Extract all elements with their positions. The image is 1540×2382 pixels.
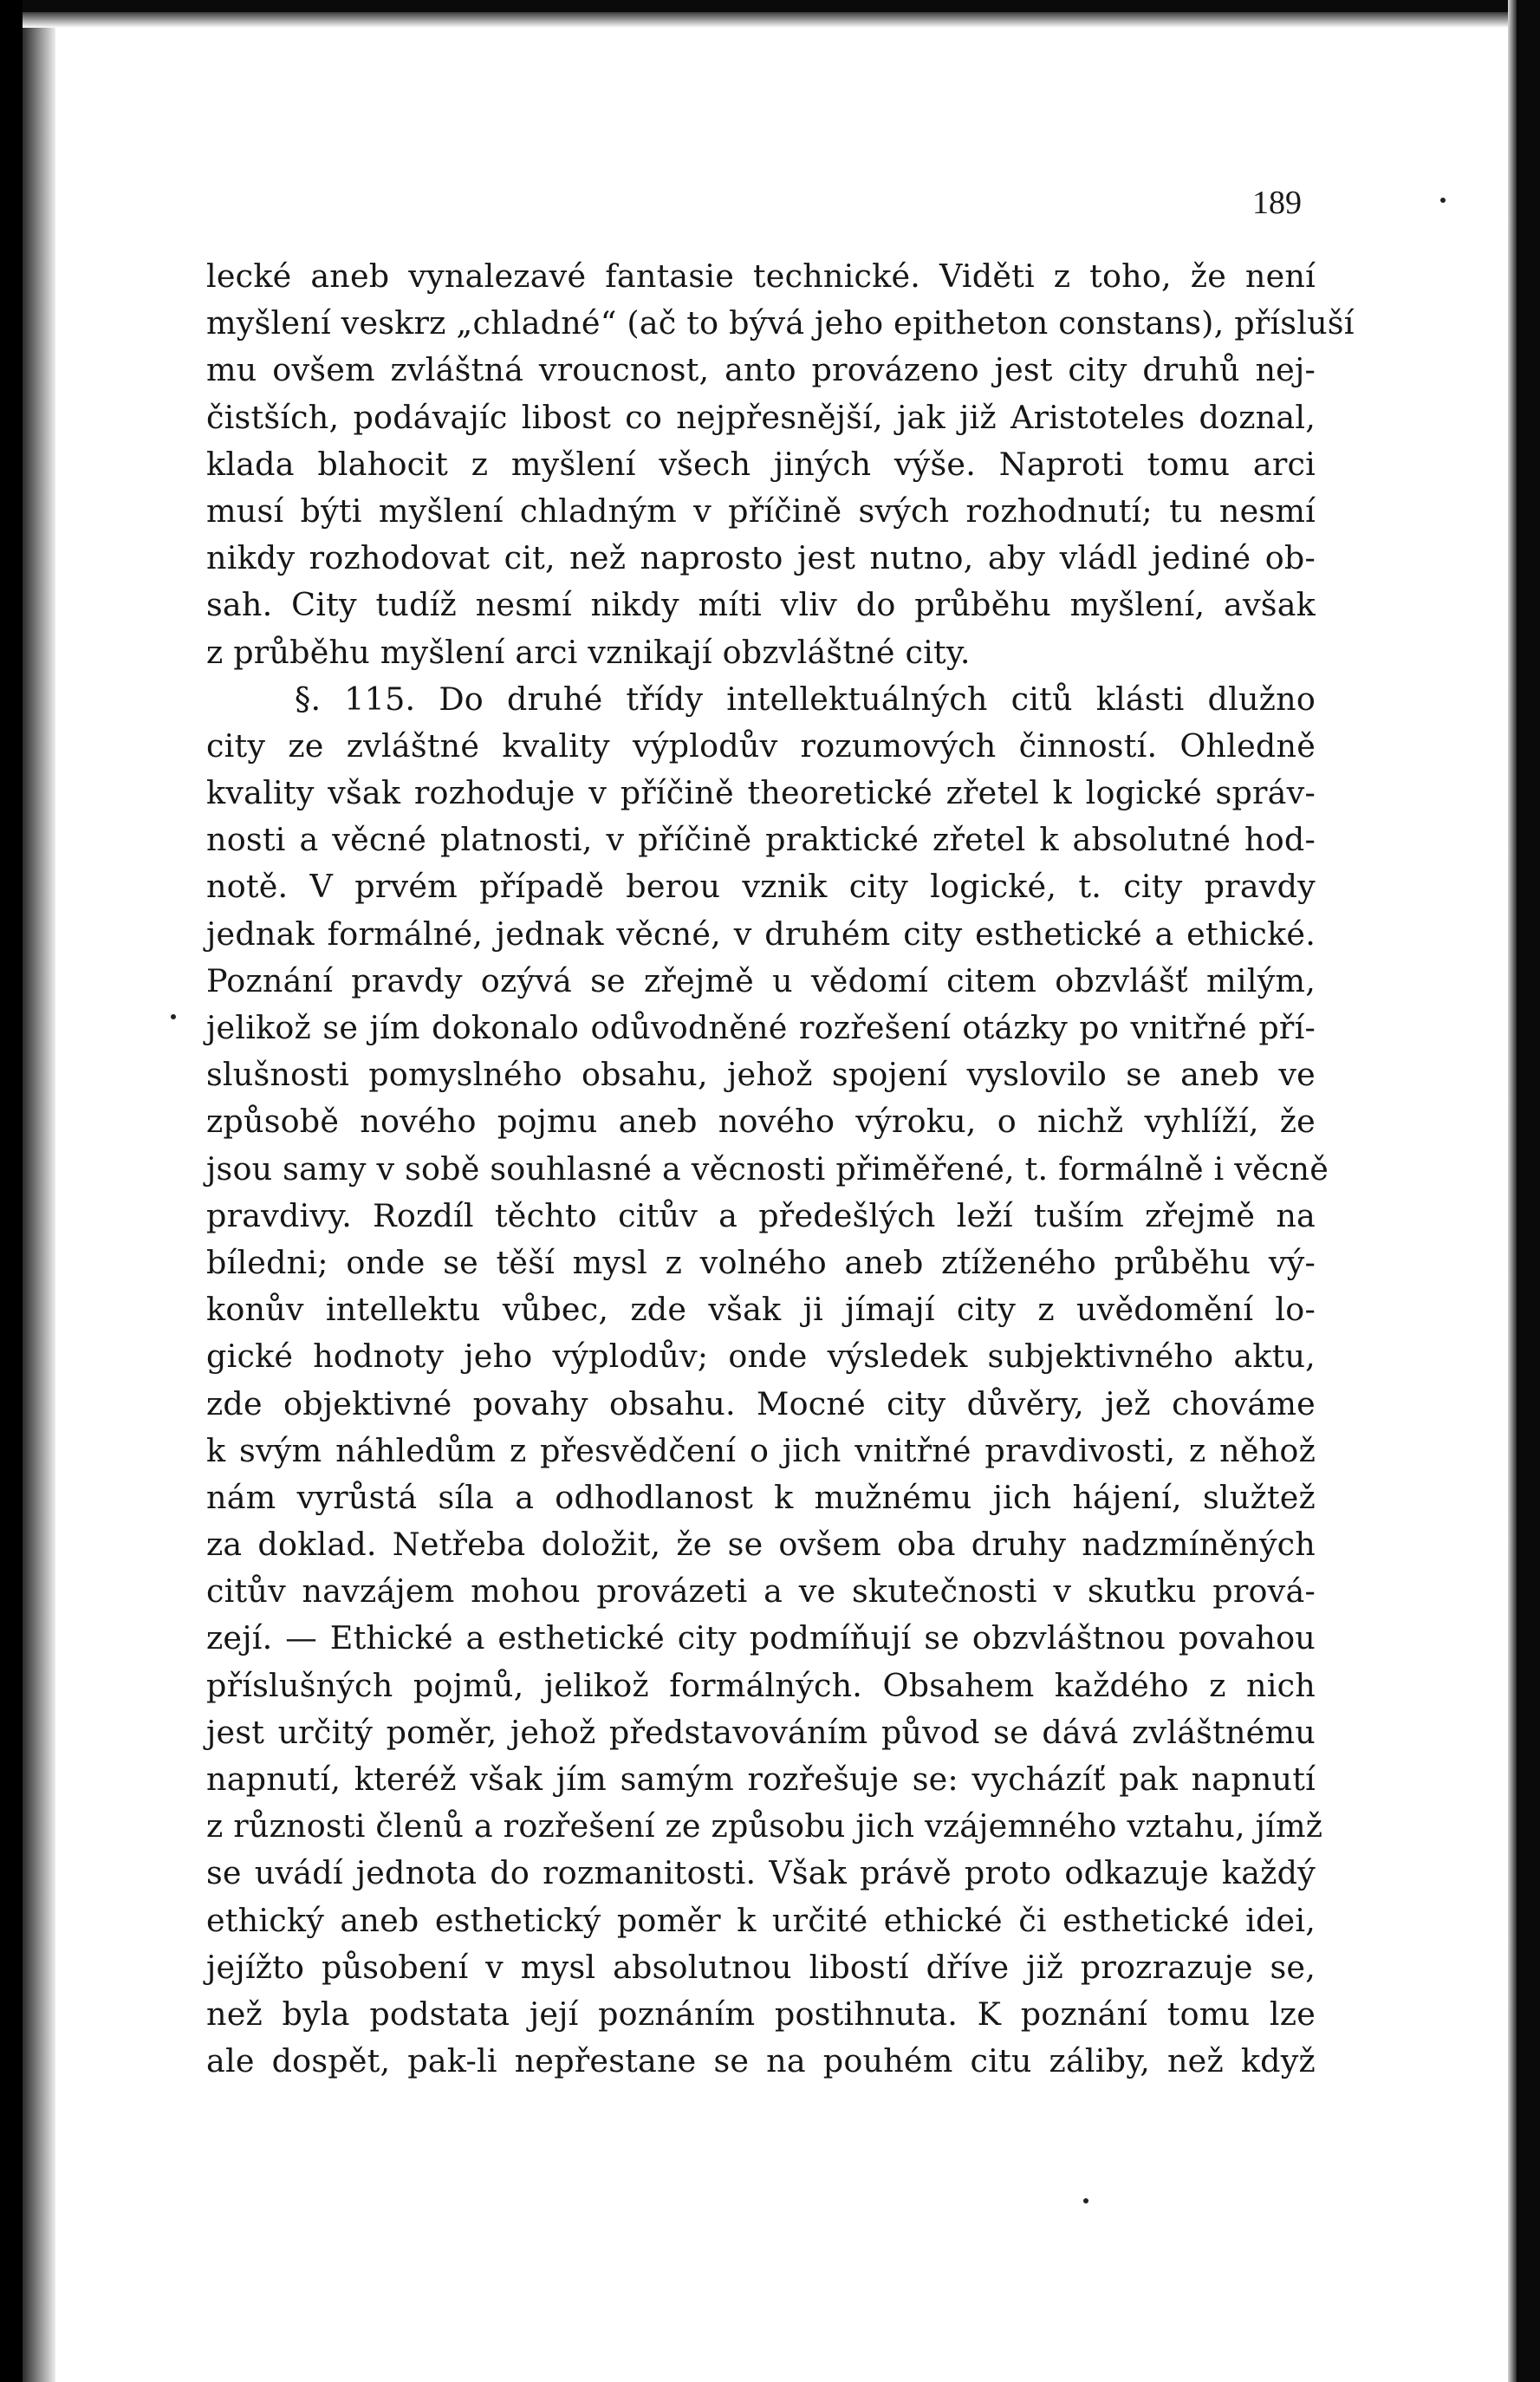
text-line: kvality však rozhoduje v příčině theoretické zřetel k logické správ- xyxy=(206,774,1316,812)
text-line: jest určitý poměr, jehož představováním původ se dává zvláštnému xyxy=(206,1713,1316,1751)
text-line: z průběhu myšlení arci vznikají obzvláštné city. xyxy=(206,633,971,671)
text-line: §. 115. Do druhé třídy intellektuálných citů klásti dlužno xyxy=(295,680,1316,718)
text-line: z různosti členů a rozřešení ze způsobu jich vzájemného vztahu, jímž xyxy=(206,1807,1323,1845)
text-line: city ze zvláštné kvality výplodův rozumových činností. Ohledně xyxy=(206,726,1316,765)
text-line: jejížto působení v mysl absolutnou libostí dříve již prozrazuje se, xyxy=(206,1948,1316,1986)
text-line: jednak formálné, jednak věcné, v druhém city esthetické a ethické. xyxy=(206,914,1316,953)
text-line: jsou samy v sobě souhlasné a věcnosti přiměřené, t. formálně i věcně xyxy=(206,1149,1329,1188)
text-line: musí býti myšlení chladným v příčině svých rozhodnutí; tu nesmí xyxy=(206,491,1316,530)
page-number: 189 xyxy=(1252,185,1302,221)
text-line: konův intellektu vůbec, zde však ji jímají city z uvědomění lo- xyxy=(206,1291,1316,1329)
text-line: nám vyrůstá síla a odhodlanost k mužnému jich hájení, služtež xyxy=(206,1478,1316,1516)
text-line: příslušných pojmů, jelikož formálných. Obsahem každého z nich xyxy=(206,1666,1316,1704)
text-line: mu ovšem zvláštná vroucnost, anto provázeno jest city druhů nej- xyxy=(206,351,1316,389)
speck-mark xyxy=(1083,2198,1088,2203)
text-line: pravdivy. Rozdíl těchto citův a předešlých leží tuším zřejmě na xyxy=(206,1196,1316,1234)
speck-mark xyxy=(1440,198,1446,203)
text-line: nikdy rozhodovat cit, než naprosto jest nutno, aby vládl jediné ob- xyxy=(206,539,1316,577)
text-line: sah. City tudíž nesmí nikdy míti vliv do průběhu myšlení, avšak xyxy=(206,586,1316,624)
text-line: než byla podstata její poznáním postihnuta. K poznání tomu lze xyxy=(206,1995,1316,2033)
text-line: bíledni; onde se těší mysl z volného aneb ztíženého průběhu vý- xyxy=(206,1243,1316,1281)
text-line: gické hodnoty jeho výplodův; onde výsledek subjektivného aktu, xyxy=(206,1337,1316,1376)
text-line: ale dospět, pak-li nepřestane se na pouhém citu záliby, než když xyxy=(206,2042,1316,2080)
text-line: jelikož se jím dokonalo odůvodněné rozřešení otázky po vnitřné pří- xyxy=(206,1009,1316,1046)
text-line: čistších, podávajíc libost co nejpřesnější, jak již Aristoteles doznal, xyxy=(206,398,1316,436)
text-line: lecké aneb vynalezavé fantasie technické. Viděti z toho, že není xyxy=(206,257,1316,295)
text-line: nosti a věcné platnosti, v příčině praktické zřetel k absolutné hod- xyxy=(206,821,1316,859)
text-line: citův navzájem mohou provázeti a ve skutečnosti v skutku prová- xyxy=(206,1572,1316,1611)
scan-border-top xyxy=(23,0,1540,12)
page-top-shadow xyxy=(23,12,1540,28)
page-gutter-shadow-left xyxy=(23,0,55,2382)
text-line: zde objektivné povahy obsahu. Mocné city důvěry, jež chováme xyxy=(206,1384,1316,1422)
text-line: myšlení veskrz „chladné“ (ač to bývá jeho epitheton constans), přísluší xyxy=(206,304,1355,342)
speck-mark xyxy=(171,1014,176,1019)
text-line: ethický aneb esthetický poměr k určité ethické či esthetické idei, xyxy=(206,1901,1316,1939)
text-line: za doklad. Netřeba doložit, že se ovšem oba druhy nadzmíněných xyxy=(206,1526,1316,1564)
page-edge-shadow-right xyxy=(1508,0,1517,2382)
scan-border-right xyxy=(1517,0,1540,2382)
scan-border-left xyxy=(0,0,23,2382)
text-line: zejí. — Ethické a esthetické city podmíňují se obzvláštnou povahou xyxy=(206,1619,1316,1657)
text-line: napnutí, kteréž však jím samým rozřešuje se: vycházíť pak napnutí xyxy=(206,1760,1316,1798)
text-line: Poznání pravdy ozývá se zřejmě u vědomí citem obzvlášť milým, xyxy=(206,961,1316,999)
text-line: k svým náhledům z přesvědčení o jich vnitřné pravdivosti, z něhož xyxy=(206,1431,1316,1469)
text-line: způsobě nového pojmu aneb nového výroku, o nichž vyhlíží, že xyxy=(206,1103,1316,1141)
body-text xyxy=(206,253,1355,2085)
text-line: notě. V prvém případě berou vznik city logické, t. city pravdy xyxy=(206,868,1316,906)
text-line: klada blahocit z myšlení všech jiných výše. Naproti tomu arci xyxy=(206,445,1316,483)
text-line: slušnosti pomyslného obsahu, jehož spojení vyslovilo se aneb ve xyxy=(206,1056,1316,1094)
text-line: se uvádí jednota do rozmanitosti. Však právě proto odkazuje každý xyxy=(206,1854,1316,1892)
